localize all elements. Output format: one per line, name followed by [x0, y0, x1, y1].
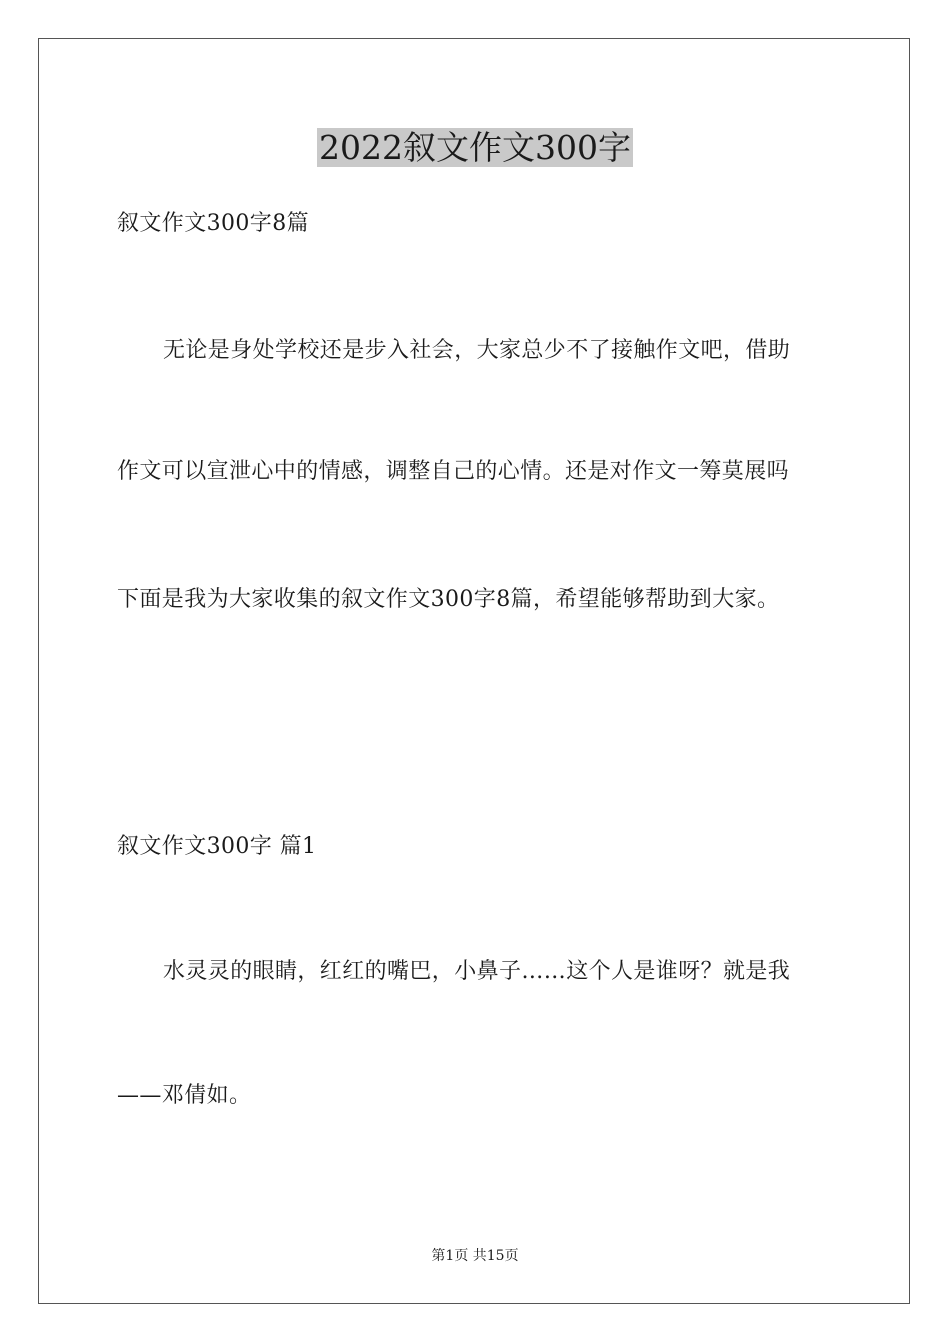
paragraph-line: 下面是我为大家收集的叙文作文300字8篇，希望能够帮助到大家。: [117, 587, 780, 612]
paragraph-line: ——邓倩如。: [117, 1083, 252, 1108]
paragraph-line: 作文可以宣泄心中的情感，调整自己的心情。还是对作文一筹莫展吗: [117, 459, 790, 484]
paragraph-line: 水灵灵的眼睛，红红的嘴巴，小鼻子……这个人是谁呀？就是我: [163, 959, 791, 984]
page-number-footer: 第1页 共15页: [431, 1248, 519, 1264]
document-title: [0, 126, 950, 170]
paragraph-line: 无论是身处学校还是步入社会，大家总少不了接触作文吧，借助: [163, 338, 791, 363]
section-heading: 叙文作文300字 篇1: [117, 834, 317, 859]
document-subtitle: 叙文作文300字8篇: [117, 211, 309, 236]
document-title-text: 2022叙文作文300字: [319, 128, 631, 167]
